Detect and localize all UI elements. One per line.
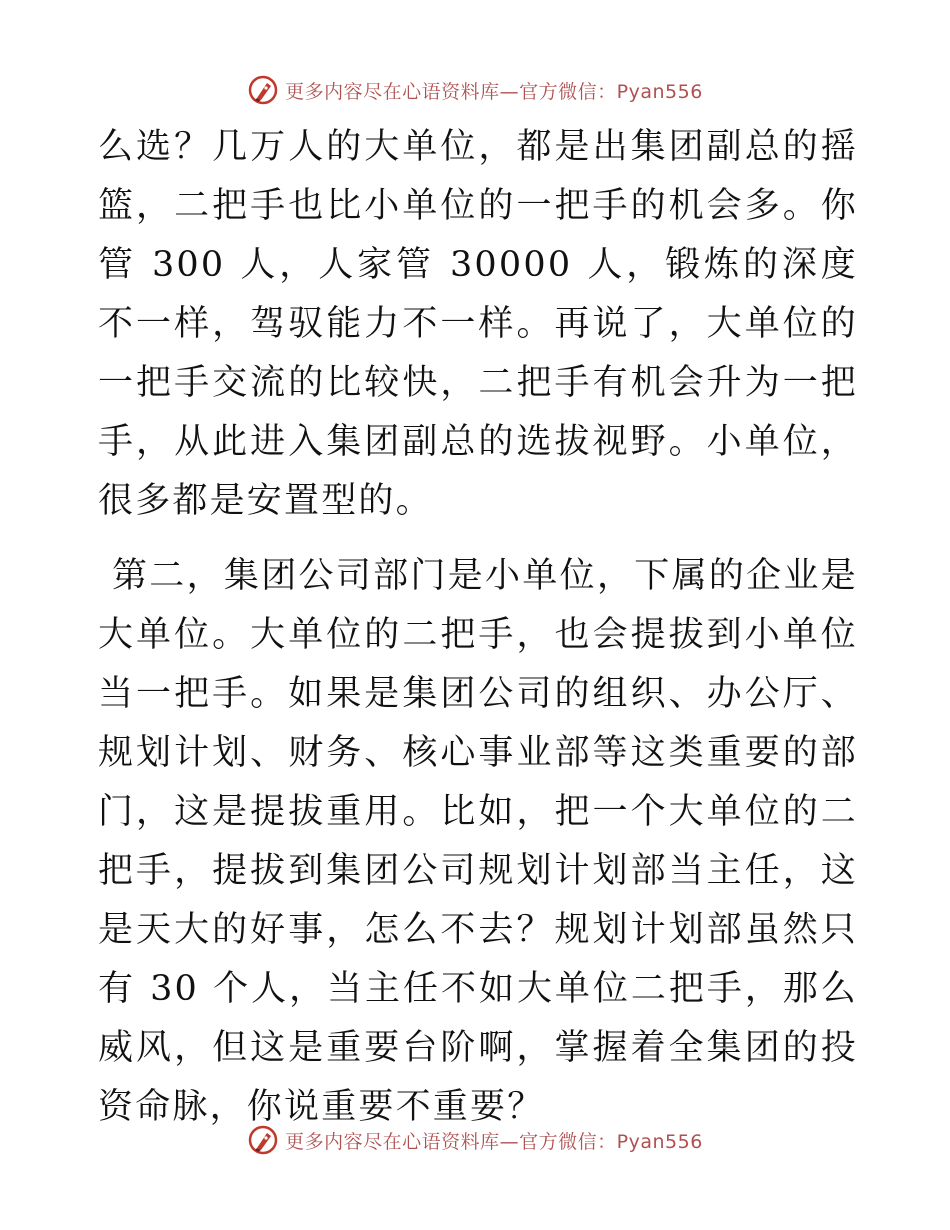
header-watermark-text: 更多内容尽在心语资料库—官方微信：Pyan556	[285, 80, 703, 103]
document-body	[98, 118, 858, 1137]
header-watermark	[0, 70, 950, 110]
pen-nib-logo-icon	[247, 1124, 279, 1156]
pen-nib-logo-icon	[247, 74, 279, 106]
footer-watermark-text: 更多内容尽在心语资料库—官方微信：Pyan556	[285, 1130, 703, 1153]
paragraph-1: 么选？几万人的大单位，都是出集团副总的摇篮，二把手也比小单位的一把手的机会多。你管 300 人，人家管 30000 人，锻炼的深度不一样，驾驭能力不一样。再说了，大单位的一把手交流的比较快，二把手有机会升为一把手，从此进入集团副总的选拔视野。小单位，很多都是安置型的。	[98, 127, 858, 521]
footer-watermark	[0, 1120, 950, 1160]
paragraph-2: 第二，集团公司部门是小单位，下属的企业是大单位。大单位的二把手，也会提拔到小单位当一把手。如果是集团公司的组织、办公厅、规划计划、财务、核心事业部等这类重要的部门，这是提拔重用。比如，把一个大单位的二把手，提拔到集团公司规划计划部当主任，这是天大的好事，怎么不去？规划计划部虽然只有 30 个人，当主任不如大单位二把手，那么威风，但这是重要台阶啊，掌握着全集团的投资命脉，你说重要不重要？	[98, 556, 858, 1127]
